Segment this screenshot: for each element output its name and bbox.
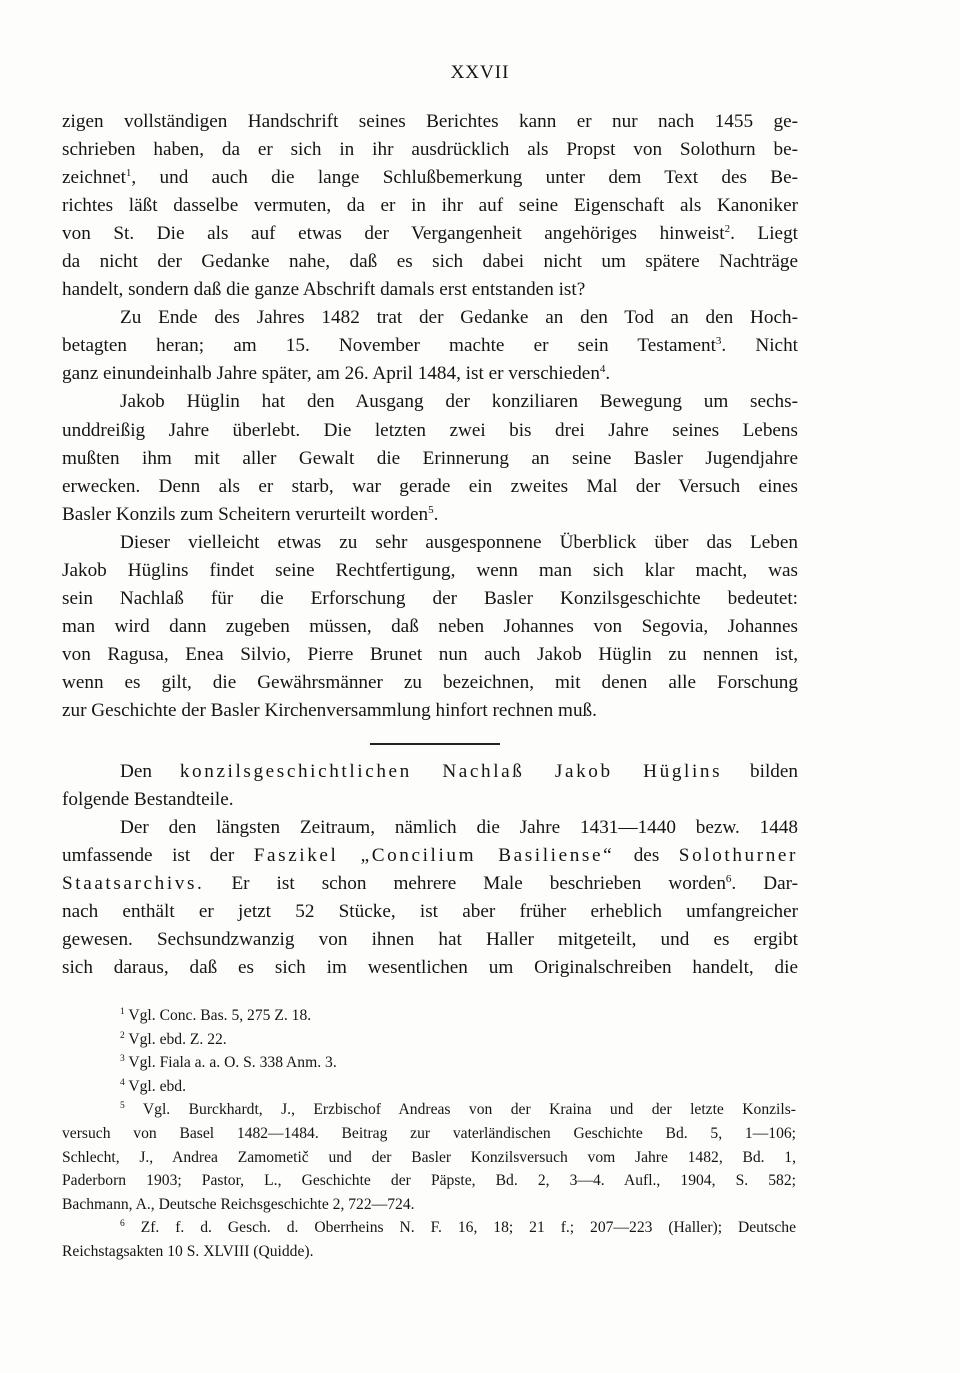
line-text: . Nicht (721, 335, 798, 357)
line-text: handelt, sondern daß die ganze Abschrift damals erst entstanden ist? (62, 279, 586, 301)
line-text: Er ist schon mehrere Male beschrieben worden (204, 873, 726, 895)
spaced-emphasis: Staatsarchivs. (62, 873, 205, 895)
text-line (62, 758, 798, 786)
footnote-line (62, 1098, 796, 1122)
line-text: umfassende ist der (62, 845, 254, 867)
spaced-emphasis: Faszikel „Concilium Basiliense“ (253, 845, 615, 867)
second-text-block (62, 758, 798, 982)
footnote-ref: 6 (725, 873, 732, 886)
footnote-ref: 1 (125, 167, 132, 180)
line-text: zeichnet (62, 167, 126, 189)
line-text: zigen vollständigen Handschrift seines Berichtes kann er nur nach 1455 ge- (62, 111, 798, 132)
line-text: von St. Die als auf etwas der Vergangenheit angehöriges hinweist (62, 223, 725, 245)
footnote-number: 1 (120, 1007, 125, 1017)
text-line (62, 613, 798, 641)
footnote-number: 5 (120, 1101, 125, 1112)
footnote-text: Vgl. Burckhardt, J., Erzbischof Andreas von der Kraina und der letzte Konzils- (142, 1101, 796, 1119)
footnote-text: Vgl. ebd. Z. 22. (128, 1030, 227, 1048)
line-text: Der den längsten Zeitraum, nämlich die Jahre 1431—1440 bezw. 1448 (120, 817, 798, 839)
text-line (62, 501, 798, 529)
spaced-emphasis: konzilsgeschichtlichen Nachlaß Jakob Hüglins (179, 761, 723, 782)
main-text-block (62, 108, 798, 725)
text-line (62, 954, 798, 982)
text-line (62, 697, 798, 725)
text-line (62, 220, 798, 248)
text-line (62, 585, 798, 613)
line-text: des (614, 845, 679, 867)
footnote-text: Vgl. ebd. (128, 1077, 186, 1095)
text-line (62, 669, 798, 697)
footnote-line (62, 1075, 796, 1099)
text-line (62, 445, 798, 473)
line-text: Dieser vielleicht etwas zu sehr ausgesponnene Überblick über das Leben (120, 531, 798, 553)
section-divider (370, 743, 500, 745)
text-line (62, 898, 798, 926)
text-line (62, 164, 798, 192)
footnote-text: Vgl. Conc. Bas. 5, 275 Z. 18. (128, 1007, 312, 1024)
text-line (62, 529, 798, 557)
footnote-number: 6 (120, 1219, 125, 1230)
text-line (62, 136, 798, 164)
footnote-text: versuch von Basel 1482—1484. Beitrag zur vaterländischen Geschichte Bd. 5, 1—106; (62, 1124, 796, 1142)
footnote-text: Reichstagsakten 10 S. XLVIII (Quidde). (62, 1242, 314, 1260)
line-text: , und auch die lange Schlußbemerkung unter dem Text des Be- (131, 167, 798, 189)
text-line (62, 360, 798, 388)
text-line (62, 926, 798, 954)
line-text: nach enthält er jetzt 52 Stücke, ist aber früher erheblich umfangreicher (62, 901, 798, 923)
line-text: schrieben haben, da er sich in ihr ausdrücklich als Propst von Solothurn be- (62, 139, 798, 161)
footnote-line (62, 1193, 796, 1217)
line-text: bilden (722, 761, 799, 782)
line-text: zur Geschichte der Basler Kirchenversammlung hinfort rechnen muß. (62, 699, 597, 721)
line-text: Basler Konzils zum Scheitern verurteilt worden (62, 503, 429, 525)
text-line (62, 473, 798, 501)
footnote-ref: 4 (599, 363, 606, 376)
text-line (62, 417, 798, 445)
line-text: folgende Bestandteile. (62, 789, 234, 811)
text-line (62, 557, 798, 585)
footnote-line (62, 1122, 796, 1146)
text-line (62, 108, 798, 136)
page-number: XXVII (450, 62, 510, 83)
footnote-number: 2 (120, 1030, 125, 1041)
line-text: wenn es gilt, die Gewährsmänner zu bezeichnen, mit denen alle Forschung (62, 671, 798, 693)
text-line (62, 388, 798, 416)
footnote-line (62, 1146, 796, 1170)
text-line (62, 248, 798, 276)
line-text: sich daraus, daß es sich im wesentlichen um Originalschreiben handelt, die (62, 957, 798, 979)
footnote-text: Zf. f. d. Gesch. d. Oberrheins N. F. 16, 18; 21 f.; 207—223 (Haller); Deutsche (140, 1219, 796, 1237)
text-line (62, 332, 798, 360)
footnote-line (62, 1169, 796, 1193)
footnote-line (62, 1004, 796, 1028)
text-line (62, 786, 798, 814)
line-text: Den (120, 761, 180, 782)
text-line (62, 641, 798, 669)
line-text: mußten ihm mit aller Gewalt die Erinnerung an seine Basler Jugendjahre (62, 447, 798, 469)
line-text: Jakob Hüglins findet seine Rechtfertigung, wenn man sich klar macht, was (62, 559, 798, 581)
spaced-emphasis: Solothurner (678, 845, 798, 867)
line-text: von Ragusa, Enea Silvio, Pierre Brunet nun auch Jakob Hüglin zu nennen ist, (62, 643, 798, 665)
footnote-text: Vgl. Fiala a. a. O. S. 338 Anm. 3. (128, 1054, 337, 1072)
line-text: man wird dann zugeben müssen, daß neben Johannes von Segovia, Johannes (62, 615, 798, 637)
footnote-text: Schlecht, J., Andrea Zamometič und der Basler Konzilsversuch vom Jahre 1482, Bd. 1, (62, 1148, 796, 1166)
text-line (62, 870, 798, 898)
text-line (62, 842, 798, 870)
footnote-text: Bachmann, A., Deutsche Reichsgeschichte 2, 722—724. (62, 1195, 415, 1213)
footnote-number: 4 (120, 1077, 125, 1088)
text-line (62, 304, 798, 332)
line-text: richtes läßt dasselbe vermuten, da er in ihr auf seine Eigenschaft als Kanoniker (62, 195, 798, 217)
footnote-line (62, 1051, 796, 1075)
line-text: . (605, 363, 611, 385)
footnote-line (62, 1216, 796, 1240)
text-line (62, 192, 798, 220)
footnotes-block (62, 1004, 796, 1264)
line-text: sein Nachlaß für die Erforschung der Basler Konzilsgeschichte bedeutet: (62, 587, 798, 609)
footnote-line (62, 1240, 796, 1264)
line-text: da nicht der Gedanke nahe, daß es sich dabei nicht um spätere Nachträge (62, 251, 798, 273)
line-text: Jakob Hüglin hat den Ausgang der konziliaren Bewegung um sechs- (120, 391, 798, 413)
text-line (62, 276, 798, 304)
line-text: Zu Ende des Jahres 1482 trat der Gedanke an den Tod an den Hoch- (120, 307, 798, 329)
line-text: erwecken. Denn als er starb, war gerade ein zweites Mal der Versuch eines (62, 475, 798, 497)
footnote-ref: 5 (428, 503, 434, 516)
line-text: ganz einundeinhalb Jahre später, am 26. April 1484, ist er verschieden (62, 363, 600, 385)
line-text: . Dar- (731, 873, 798, 895)
text-line (62, 814, 798, 842)
footnote-line (62, 1028, 796, 1052)
line-text: . Liegt (730, 223, 798, 245)
footnote-ref: 3 (715, 335, 722, 348)
line-text: gewesen. Sechsundzwanzig von ihnen hat Haller mitgeteilt, und es ergibt (62, 929, 798, 951)
line-text: unddreißig Jahre überlebt. Die letzten zwei bis drei Jahre seines Lebens (62, 419, 798, 441)
footnote-text: Paderborn 1903; Pastor, L., Geschichte der Päpste, Bd. 2, 3—4. Aufl., 1904, S. 582; (62, 1172, 796, 1190)
line-text: betagten heran; am 15. November machte er sein Testament (62, 335, 716, 357)
footnote-ref: 2 (724, 223, 731, 236)
line-text: . (433, 503, 439, 525)
footnote-number: 3 (120, 1054, 125, 1065)
